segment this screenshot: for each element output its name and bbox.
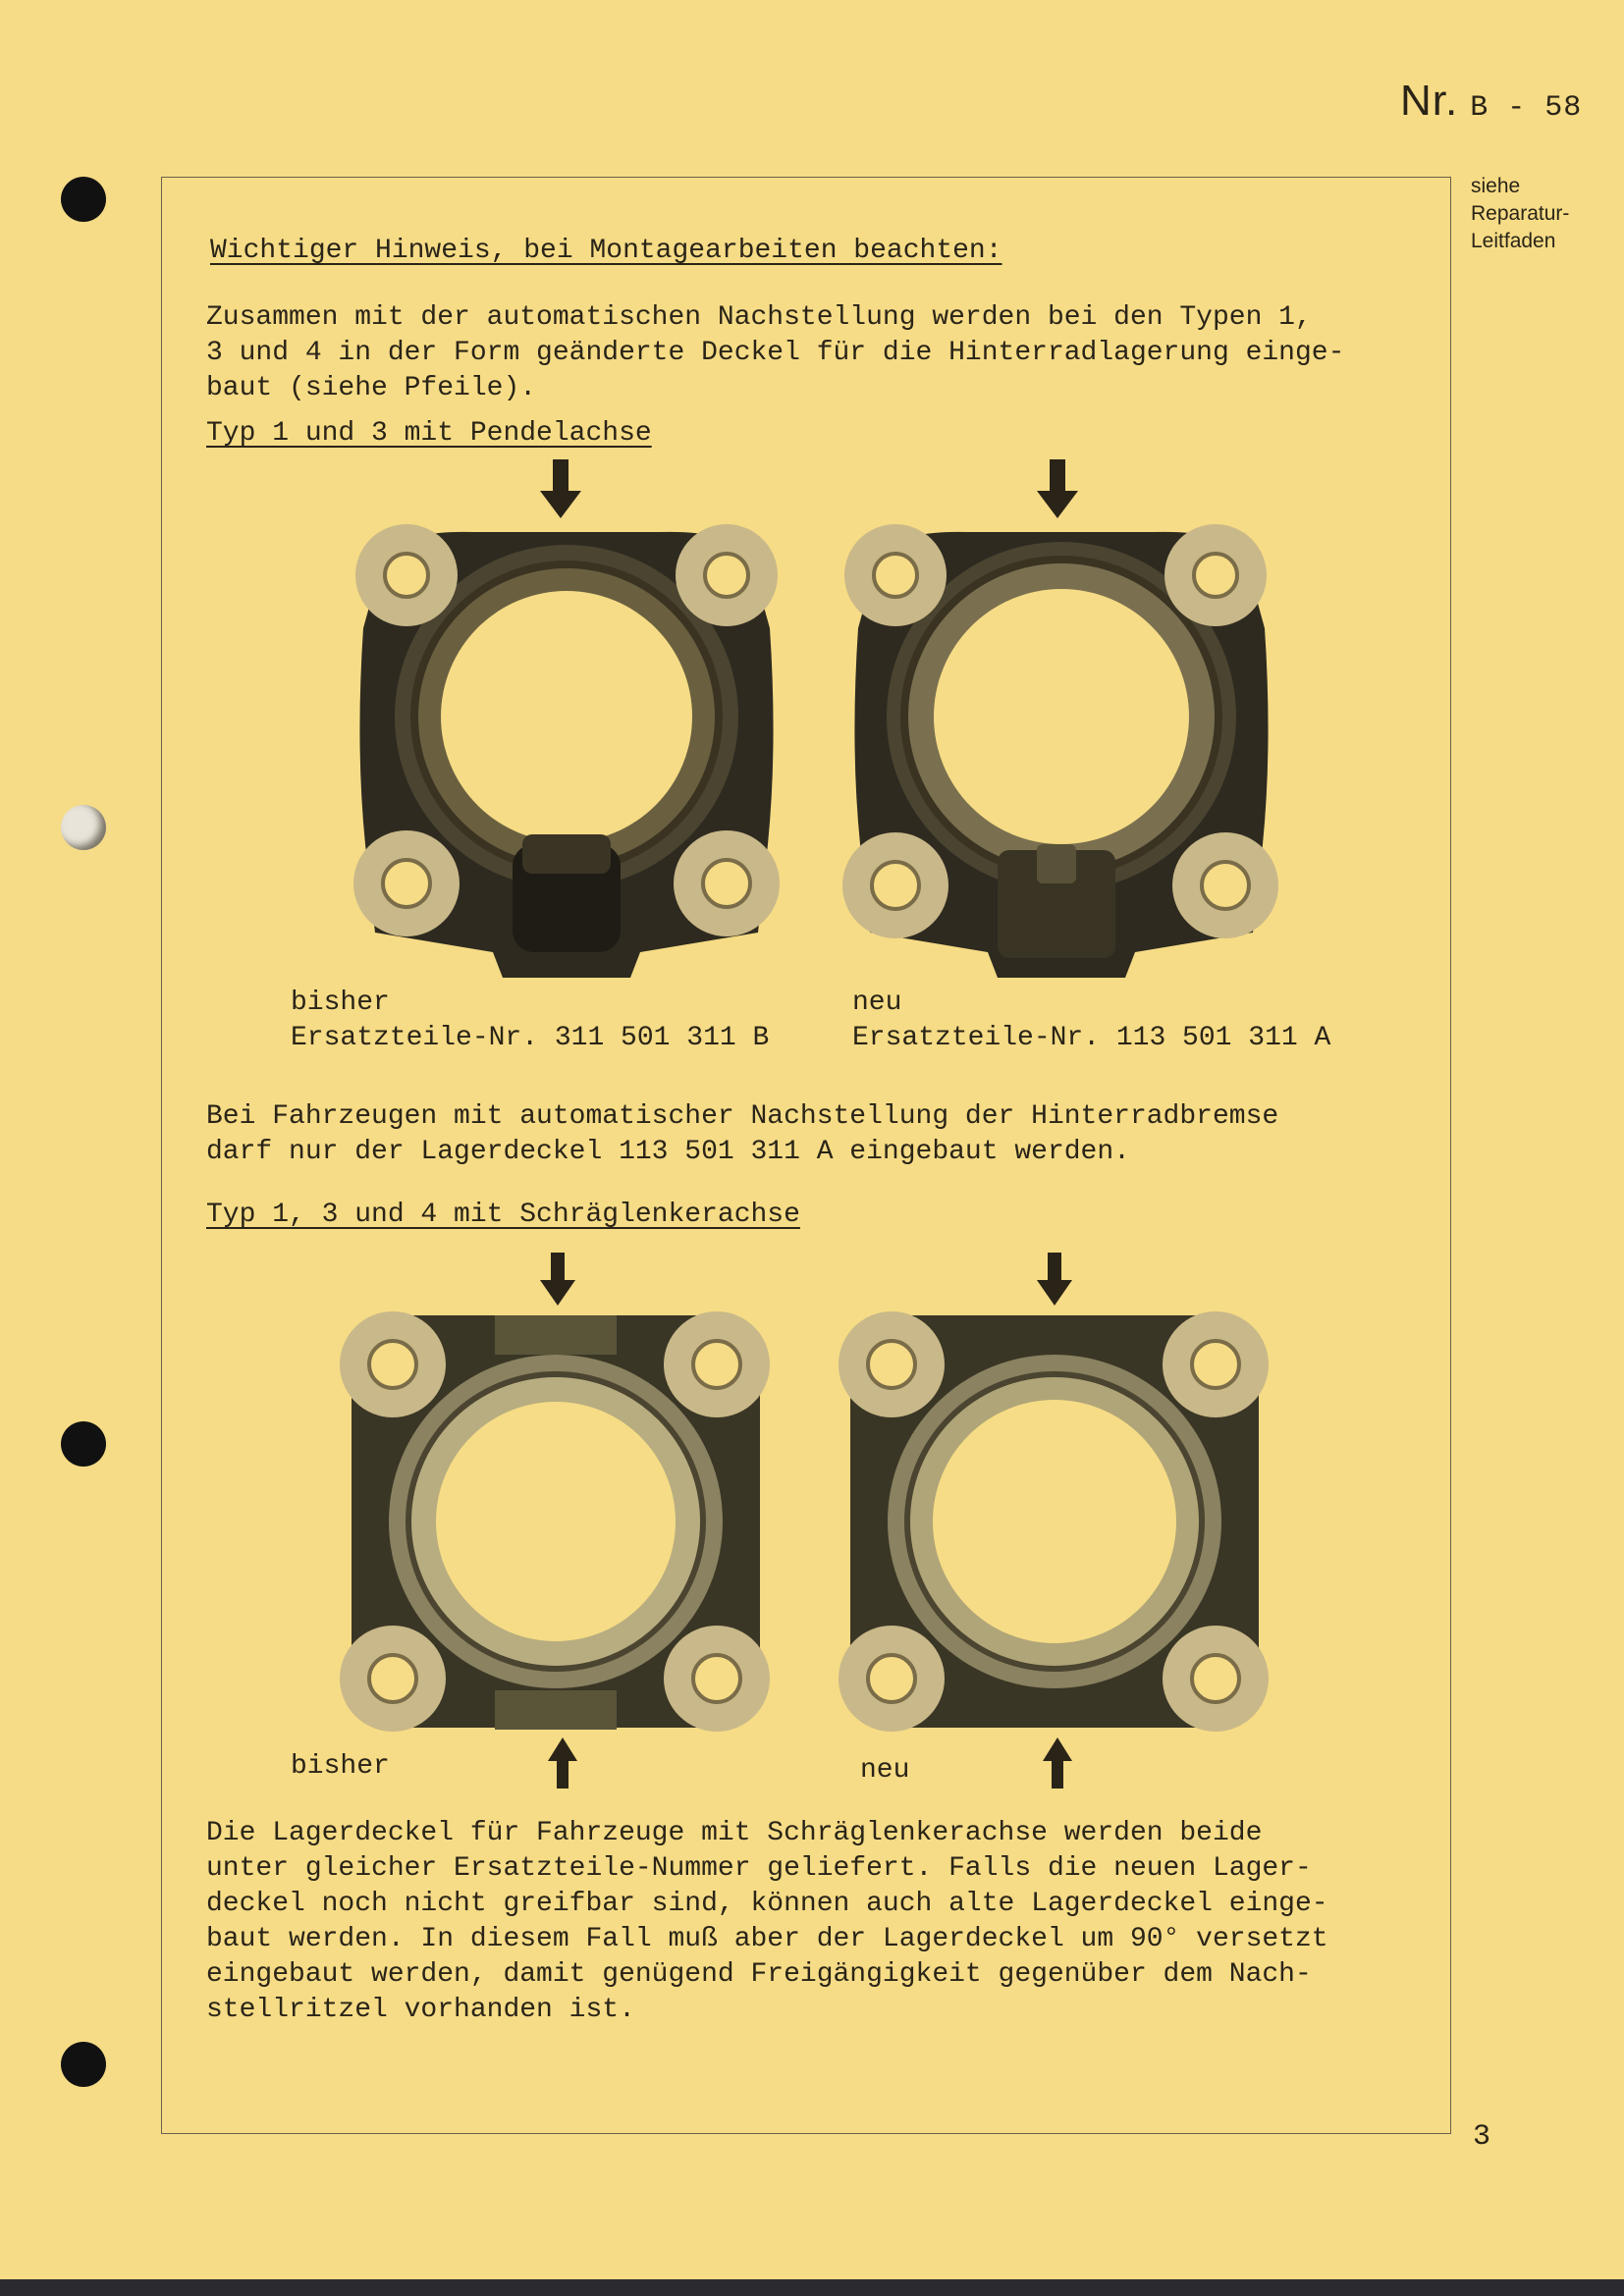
bearing-cover-photo-new	[837, 1306, 1272, 1737]
section1-title: Typ 1 und 3 mit Pendelachse	[206, 418, 652, 449]
nr-number: B - 58	[1470, 91, 1583, 125]
bearing-cover-photo-new	[840, 520, 1282, 978]
label-new: neu	[860, 1755, 910, 1786]
arrow-down-icon	[1035, 1253, 1074, 1308]
section2-title: Typ 1, 3 und 4 mit Schräglenkerachse	[206, 1200, 800, 1230]
section2-note-line: deckel noch nicht greifbar sind, können auch alte Lagerdeckel einge-	[206, 1889, 1328, 1919]
section2-note-line: eingebaut werden, damit genügend Freigängigkeit gegenüber dem Nach-	[206, 1959, 1312, 1990]
intro-line: baut (siehe Pfeile).	[206, 373, 537, 403]
part-number-old: Ersatzteile-Nr. 311 501 311 B	[291, 1023, 770, 1053]
side-note	[1471, 173, 1569, 255]
section1-note-line: Bei Fahrzeugen mit automatischer Nachstellung der Hinterradbremse	[206, 1101, 1279, 1132]
document-number	[1400, 77, 1582, 126]
section2-note-line: baut werden. In diesem Fall muß aber der Lagerdeckel um 90° versetzt	[206, 1924, 1328, 1954]
side-note-line: siehe	[1471, 175, 1521, 197]
nr-label: Nr.	[1400, 77, 1459, 125]
arrow-up-icon	[546, 1737, 579, 1789]
side-note-line: Reparatur-	[1471, 202, 1570, 225]
section2-note-line: Die Lagerdeckel für Fahrzeuge mit Schräglenkerachse werden beide	[206, 1818, 1263, 1848]
arrow-down-icon	[1035, 459, 1080, 520]
arrow-down-icon	[538, 459, 583, 520]
part-number-new: Ersatzteile-Nr. 113 501 311 A	[852, 1023, 1331, 1053]
section1-note-line: darf nur der Lagerdeckel 113 501 311 A eingebaut werden.	[206, 1137, 1130, 1167]
page-number: 3	[1473, 2120, 1491, 2154]
scan-edge	[0, 2279, 1624, 2296]
intro-line: Zusammen mit der automatischen Nachstellung werden bei den Typen 1,	[206, 302, 1312, 333]
arrow-down-icon	[538, 1253, 577, 1308]
label-new: neu	[852, 988, 902, 1018]
intro-line: 3 und 4 in der Form geänderte Deckel für die Hinterradlagerung einge-	[206, 338, 1345, 368]
notice-heading: Wichtiger Hinweis, bei Montagearbeiten beachten:	[210, 236, 1002, 266]
punch-hole	[61, 177, 106, 222]
side-note-line: Leitfaden	[1471, 230, 1556, 252]
section2-note-line: stellritzel vorhanden ist.	[206, 1995, 635, 2025]
punch-hole	[61, 1421, 106, 1467]
label-old: bisher	[291, 988, 390, 1018]
arrow-up-icon	[1041, 1737, 1074, 1789]
bearing-cover-photo-old	[346, 520, 787, 978]
punch-hole	[61, 2042, 106, 2087]
section2-note-line: unter gleicher Ersatzteile-Nummer geliefert. Falls die neuen Lager-	[206, 1853, 1312, 1884]
punch-hole	[61, 805, 106, 850]
label-old: bisher	[291, 1751, 390, 1782]
bearing-cover-photo-old	[338, 1306, 774, 1737]
